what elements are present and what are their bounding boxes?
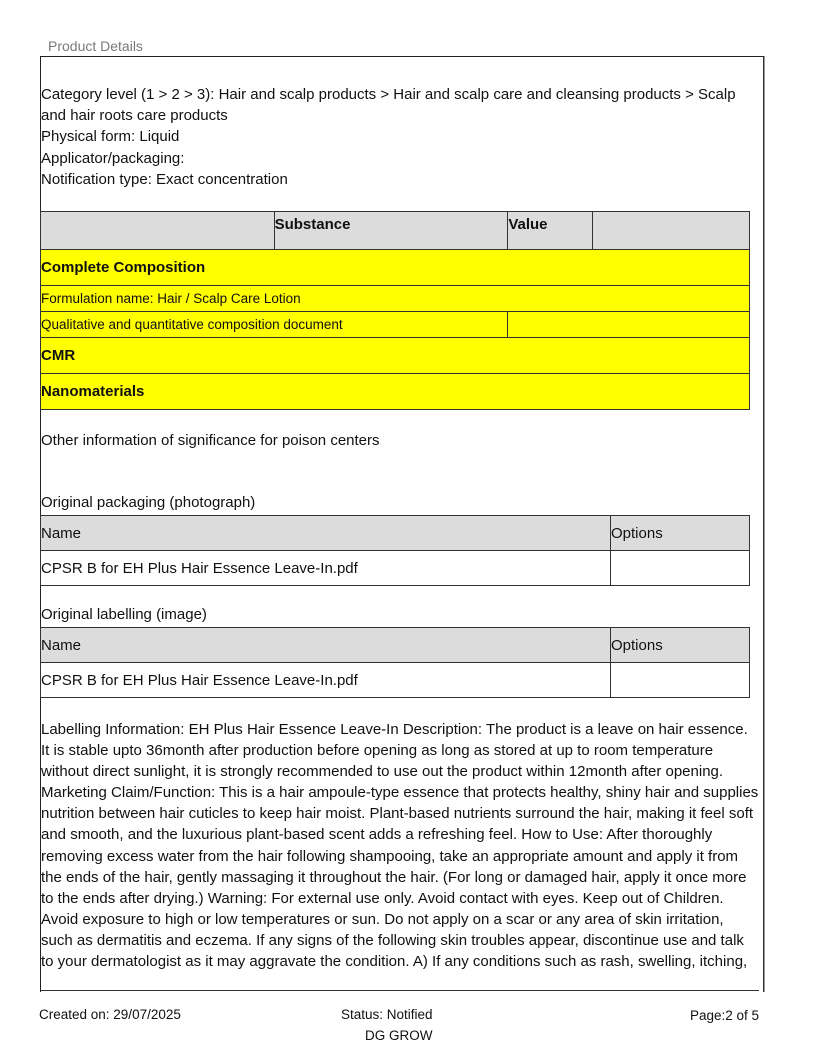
header-substance: Substance [274,212,508,250]
header-value: Value [508,212,593,250]
packaging-header-row [41,516,750,551]
packaging-file-row[interactable] [41,551,750,586]
section-title: Product Details [48,38,143,54]
footer-created-on: Created on: 29/07/2025 [39,1007,181,1022]
applicator-packaging: Applicator/packaging: [41,149,185,167]
qq-document-label: Qualitative and quantitative composition document [41,312,508,338]
header-empty [41,212,275,250]
labelling-information: Labelling Information: EH Plus Hair Essence Leave-In Description: The product is a leave on hair essence. It is stable upto 36month after production before opening as long as stored at up to room temperature without direct sunlight, it is strongly recommended to use out the product within 12month after opening. Marketing Claim/Function: This is a hair ampoule-type essence that protects healthy, shiny hair and supplies nutrition between hair cuticles to keep hair moist. Plant-based nutrients surround the hair, making it feel soft and smooth, and the luxurious plant-based scent adds a refreshing feel. How to Use: After thoroughly removing excess water from the hair following shampooing, take an appropriate amount and apply it from the ends of the hair, gently massaging it throughout the hair. (For long or damaged hair, apply it once more to the ends after drying.) Warning: For external use only. Avoid contact with eyes. Keep out of Children. Avoid exposure to high or low temperatures or sun. Do not apply on a scar or any area of skin irritation, such as dermatitis and eczema. If any signs of the following skin troubles appear, discontinue use and talk to your dermatologist as it may aggravate the condition. A) If any conditions such as rash, swelling, itching, [41,719,759,991]
formulation-name-row [41,286,750,312]
cmr-row [41,338,750,374]
labelling-header-options: Options [611,628,750,663]
packaging-header-options: Options [611,516,750,551]
notification-type: Notification type: Exact concentration [41,170,288,188]
labelling-header-row [41,628,750,663]
complete-composition-row [41,250,750,286]
labelling-header-name: Name [41,628,611,663]
original-labelling-label: Original labelling (image) [41,606,207,623]
formulation-name: Formulation name: Hair / Scalp Care Lotion [41,286,750,312]
footer-organization: DG GROW [365,1028,433,1043]
composition-table [40,211,750,410]
labelling-file-name[interactable]: CPSR B for EH Plus Hair Essence Leave-In.pdf [41,663,611,698]
packaging-file-options[interactable] [611,551,750,586]
nanomaterials-row [41,374,750,410]
packaging-header-name: Name [41,516,611,551]
poison-centers-label: Other information of significance for poison centers [41,432,380,449]
qq-document-row [41,312,750,338]
original-packaging-table [40,515,750,586]
packaging-file-name[interactable]: CPSR B for EH Plus Hair Essence Leave-In.pdf [41,551,611,586]
complete-composition-label: Complete Composition [41,250,750,286]
footer-status: Status: Notified [341,1007,433,1022]
original-packaging-label: Original packaging (photograph) [41,494,256,511]
nanomaterials-label: Nanomaterials [41,374,750,410]
physical-form: Physical form: Liquid [41,128,180,146]
labelling-file-row[interactable] [41,663,750,698]
header-blank [593,212,750,250]
cmr-label: CMR [41,338,750,374]
category-level: Category level (1 > 2 > 3): Hair and scalp products > Hair and scalp care and cleansing products > Scalp and hair roots care products [41,86,736,125]
labelling-file-options[interactable] [611,663,750,698]
qq-document-value [508,312,750,338]
original-labelling-table [40,627,750,698]
product-info [41,84,756,190]
composition-header-row [41,212,750,250]
footer-page-number: Page:2 of 5 [690,1008,760,1023]
